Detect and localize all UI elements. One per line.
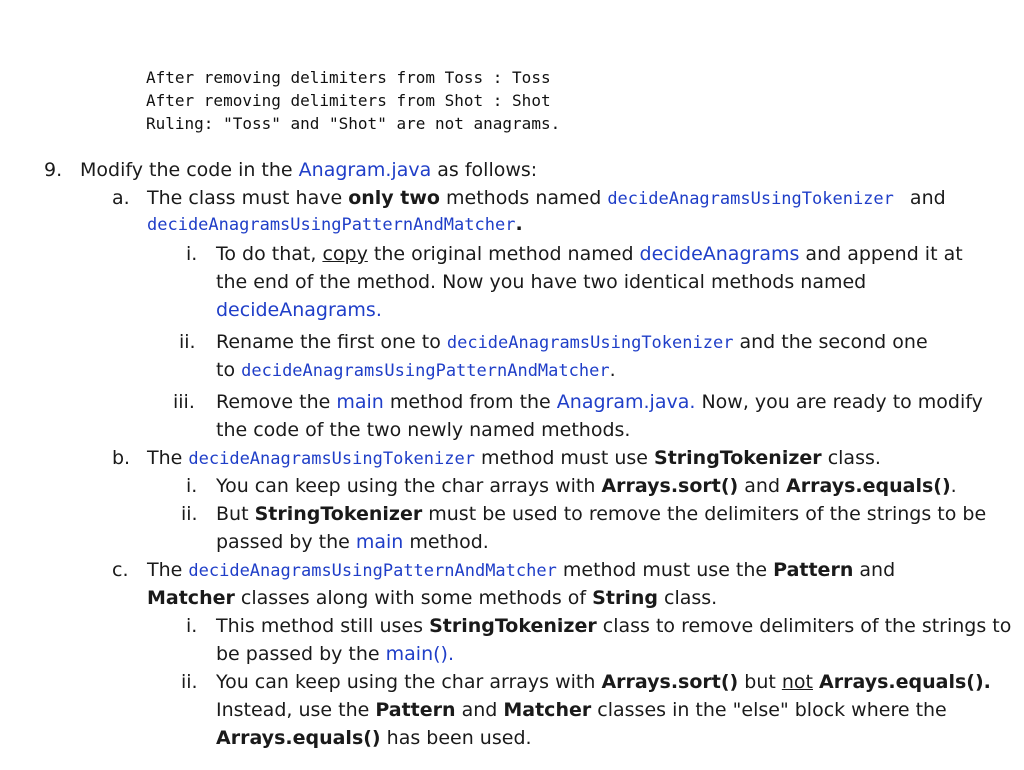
method-name: decideAnagrams. xyxy=(216,299,382,321)
item-a-line2: decideAnagramsUsingPatternAndMatcher. xyxy=(147,213,523,235)
item-b-i-line1: You can keep using the char arrays with Arrays.sort() and Arrays.equals(). xyxy=(216,475,957,497)
item-a-ii-line1: Rename the first one to decideAnagramsUsingTokenizer and the second one xyxy=(216,331,928,353)
item-c-line1: The decideAnagramsUsingPatternAndMatcher method must use the Pattern and xyxy=(147,559,896,581)
method-name: main(). xyxy=(385,643,454,665)
method-name: decideAnagramsUsingTokenizer xyxy=(607,189,894,209)
console-output xyxy=(146,66,560,135)
sub-item-label: b. xyxy=(112,447,131,469)
method-name: decideAnagramsUsingPatternAndMatcher xyxy=(147,215,516,235)
item-c-ii-line1: You can keep using the char arrays with Arrays.sort() but not Arrays.equals(). xyxy=(216,671,991,693)
roman-label: ii. xyxy=(179,331,196,353)
item-a-i-line2: the end of the method. Now you have two identical methods named xyxy=(216,271,867,293)
item-9-text: Modify the code in the Anagram.java as follows: xyxy=(80,159,538,181)
roman-label: i. xyxy=(186,475,198,497)
item-c-line2: Matcher classes along with some methods of String class. xyxy=(147,587,718,609)
method-name: decideAnagrams xyxy=(639,243,800,265)
item-a-ii-line2: to decideAnagramsUsingPatternAndMatcher. xyxy=(216,359,616,381)
console-line: After removing delimiters from Toss : Toss xyxy=(146,68,551,87)
roman-label: ii. xyxy=(181,671,198,693)
item-c-ii-line2: Instead, use the Pattern and Matcher classes in the "else" block where the xyxy=(216,699,947,721)
item-c-i-line1: This method still uses StringTokenizer class to remove delimiters of the strings to xyxy=(216,615,1012,637)
item-c-ii-line3: Arrays.equals() has been used. xyxy=(216,727,532,749)
roman-label: iii. xyxy=(173,391,195,413)
item-a-i-line1: To do that, copy the original method named decideAnagrams and append it at xyxy=(216,243,963,265)
sub-item-label: a. xyxy=(112,187,130,209)
method-name: decideAnagramsUsingTokenizer xyxy=(446,333,734,353)
roman-label: i. xyxy=(186,615,198,637)
item-a-i-line3 xyxy=(216,296,382,324)
method-name: decideAnagramsUsingPatternAndMatcher xyxy=(241,361,610,381)
item-number: 9. xyxy=(44,159,63,181)
method-name: main xyxy=(336,391,384,413)
item-b-line1: The decideAnagramsUsingTokenizer method must use StringTokenizer class. xyxy=(147,447,881,469)
sub-item-label: c. xyxy=(112,559,129,581)
item-a-line1: The class must have only two methods named decideAnagramsUsingTokenizer and xyxy=(147,187,946,209)
item-a-iii-line1: Remove the main method from the Anagram.java. Now, you are ready to modify xyxy=(216,391,983,413)
console-line: Ruling: "Toss" and "Shot" are not anagrams. xyxy=(146,114,561,133)
item-b-ii-line2: passed by the main method. xyxy=(216,531,489,553)
file-name: Anagram.java xyxy=(298,159,432,181)
method-name: main xyxy=(355,531,404,553)
method-name: decideAnagramsUsingTokenizer xyxy=(188,449,475,469)
file-name: Anagram.java. xyxy=(556,391,696,413)
item-a-iii-line2: the code of the two newly named methods. xyxy=(216,419,631,441)
item-b-ii-line1: But StringTokenizer must be used to remove the delimiters of the strings to be xyxy=(216,503,987,525)
item-c-i-line2: be passed by the main(). xyxy=(216,643,454,665)
roman-label: i. xyxy=(186,243,198,265)
method-name: decideAnagramsUsingPatternAndMatcher xyxy=(188,561,557,581)
console-line: After removing delimiters from Shot : Shot xyxy=(146,91,551,110)
roman-label: ii. xyxy=(181,503,198,525)
